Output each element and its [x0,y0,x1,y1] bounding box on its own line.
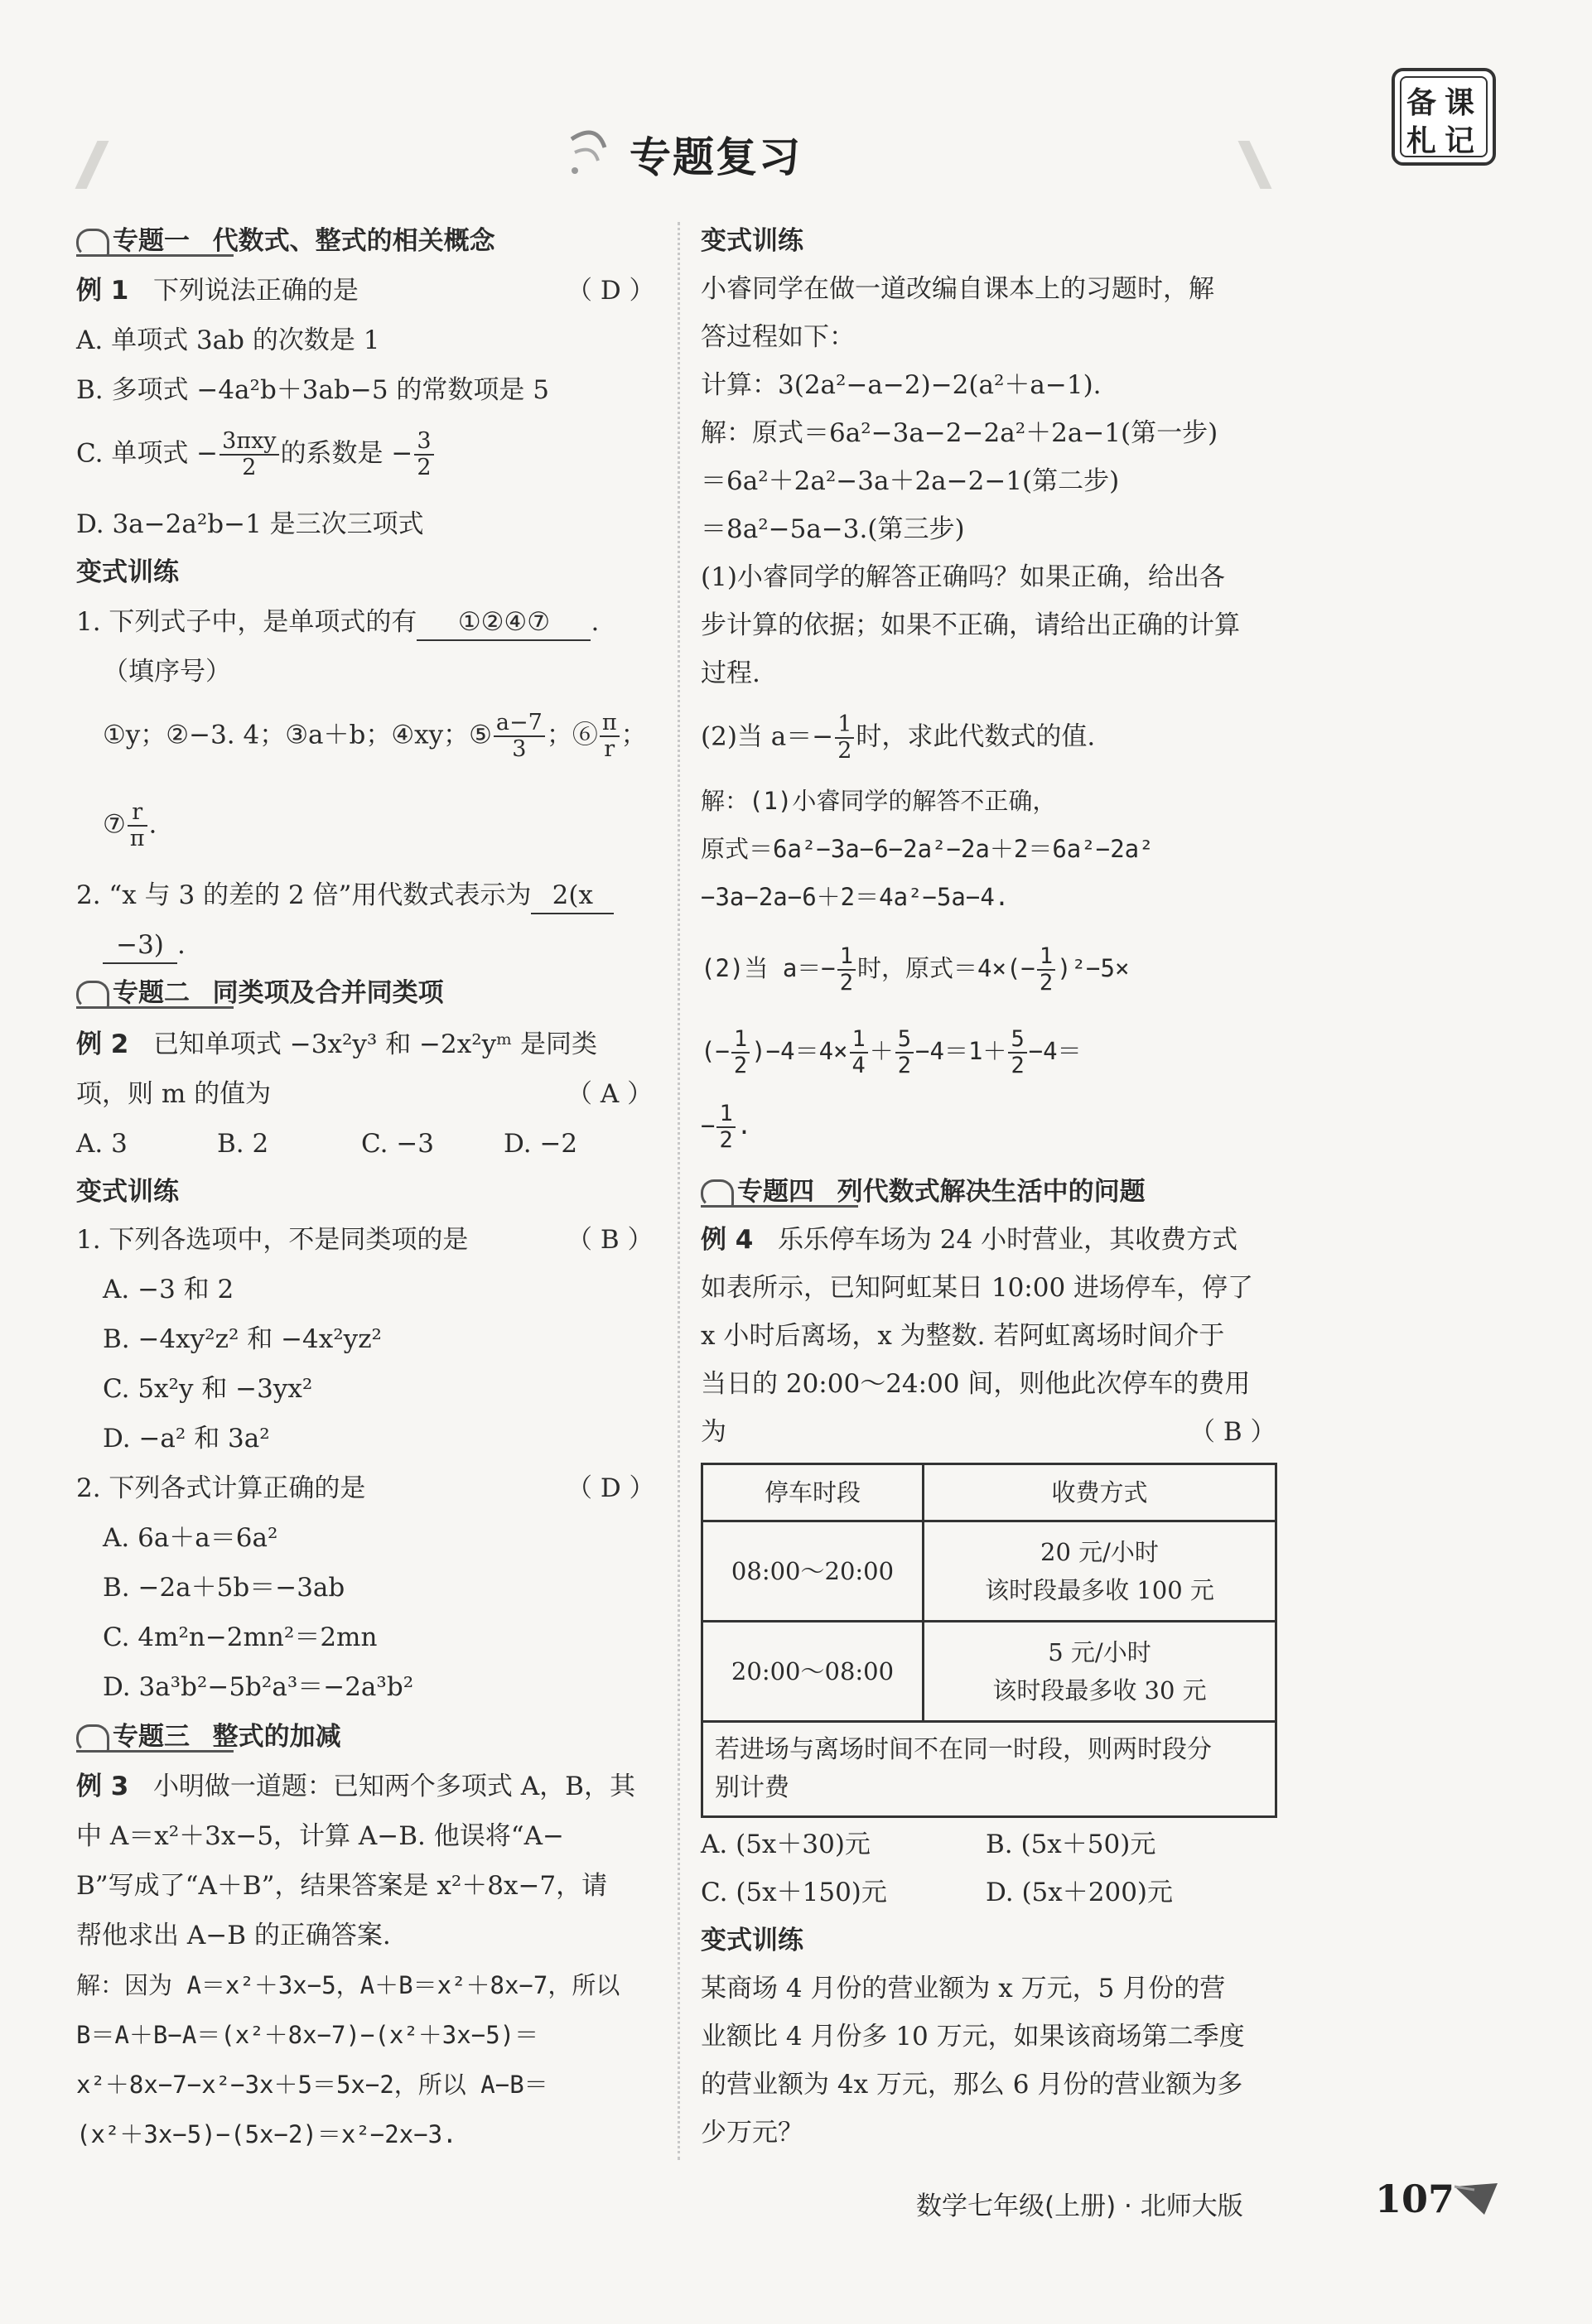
table-note: 若进场与离场时间不在同一时段，则两时段分 别计费 [702,1722,1276,1817]
practice-3-q1-line-1: (1)小睿同学的解答正确吗？如果正确，给出各 [701,562,1225,592]
page-corner-icon [1451,2180,1501,2218]
practice-3-solution-3: −3a−2a−6＋2＝4a²−5a−4. [701,883,1010,911]
table-row [702,1521,1276,1622]
swirl-icon [563,123,613,181]
example-1-option-c: C. 单项式 − $\frac{\text{3πxy}}{2}$ 的系数是 − $\frac{3}{2}$ [76,429,436,480]
example-3-line-4: 帮他求出 A−B 的正确答案. [76,1921,391,1950]
practice-1-item-7: ⑦ $\frac{r}{\pi}$ . [103,799,157,851]
example-2-question: 例 2 已知单项式 −3x²y³ 和 −2x²yᵐ 是同类 [76,1029,598,1059]
practice-2-q1-option-d: D. −a² 和 3a² [103,1424,270,1454]
example-1-option-a: A. 单项式 3ab 的次数是 1 [76,325,380,355]
example-4-option-b: B. (5x＋50)元 [986,1830,1156,1859]
practice-1-hint: （填序号） [103,657,231,687]
practice-heading-4: 变式训练 [701,1926,803,1955]
example-4-line-4: 当日的 20:00～24:00 间，则他此次停车的费用 [701,1369,1251,1399]
practice-3-q1-line-3: 过程. [701,658,760,688]
example-1-question: 例 1 下列说法正确的是 [76,276,359,306]
example-3-line-2: 中 A＝x²＋3x−5，计算 A−B. 他误将“A− [76,1821,564,1851]
example-4-answer: （ B ） [1189,1417,1276,1447]
practice-3-solution-2: 原式＝6a²−3a−6−2a²−2a＋2＝6a²−2a² [701,835,1154,863]
example-3-solution-2: B＝A＋B−A＝(x²＋8x−7)−(x²＋3x−5)＝ [76,2021,539,2049]
practice-4-line-2: 业额比 4 月份多 10 万元，如果该商场第二季度 [701,2022,1245,2052]
example-3-line-1: 例 3 小明做一道题：已知两个多项式 A，B，其 [76,1772,635,1801]
practice-2-question-2: 2. 下列各式计算正确的是 [76,1473,366,1503]
practice-1-question-2-cont: −3) . [103,928,186,964]
topic-2-heading: 专题二 同类项及合并同类项 [76,976,444,1010]
book-title-footer: 数学七年级(上册) · 北师大版 [916,2191,1243,2221]
table-header-period: 停车时段 [702,1464,924,1521]
practice-2-q1-option-a: A. −3 和 2 [103,1275,234,1304]
practice-3-solution-6: − $\frac{1}{2}$ . [701,1101,752,1153]
example-4-line-3: x 小时后离场，x 为整数. 若阿虹离场时间介于 [701,1321,1225,1351]
notes-stamp: 备 课 札 记 [1392,68,1496,166]
table-cell-period: 20:00～08:00 [702,1622,924,1722]
practice-1-question-2: 2. “x 与 3 的差的 2 倍”用代数式表示为 2(x [76,878,614,914]
practice-4-line-3: 的营业额为 4x 万元，那么 6 月份的营业额为多 [701,2070,1243,2100]
practice-4-line-1: 某商场 4 月份的营业额为 x 万元，5 月份的营 [701,1974,1226,2003]
practice-3-solution-4: (2)当 a＝− $\frac{1}{2}$ 时，原式＝4×(− $\frac{1}{2}$ )²−5× [701,943,1130,996]
parking-fee-table [701,1463,1277,1818]
practice-3-step-1: 解：原式＝6a²−3a−2−2a²＋2a−1(第一步) [701,418,1218,448]
practice-2-q2-option-b: B. −2a＋5b＝−3ab [103,1573,345,1603]
header-decoration-right [1237,141,1271,189]
example-1-answer: （ D ） [567,276,655,306]
table-cell-fee: 20 元/小时 该时段最多收 100 元 [924,1521,1276,1622]
example-3-solution-3: x²＋8x−7−x²−3x＋5＝5x−2，所以 A−B＝ [76,2071,548,2099]
practice-3-solution-5: (− $\frac{1}{2}$ )−4＝4× $\frac{1}{4}$ ＋ $\frac{5}{2}$ −4＝1＋ $\frac{5}{2}$ −4＝ [701,1026,1082,1078]
example-2-option-b: B. 2 [217,1129,269,1159]
practice-2-q1-option-c: C. 5x²y 和 −3yx² [103,1374,313,1404]
table-row [702,1622,1276,1722]
practice-3-q1-line-2: 步计算的依据；如果不正确，请给出正确的计算 [701,610,1240,640]
practice-heading-3: 变式训练 [701,226,803,256]
table-header-fee: 收费方式 [924,1464,1276,1521]
example-3-solution-1: 解：因为 A＝x²＋3x−5，A＋B＝x²＋8x−7，所以 [76,1971,620,1999]
topic-4-heading: 专题四 列代数式解决生活中的问题 [701,1174,1146,1209]
example-4-line-5: 为 [701,1417,726,1447]
example-4-option-d: D. (5x＋200)元 [986,1878,1174,1907]
example-1-option-b: B. 多项式 −4a²b＋3ab−5 的常数项是 5 [76,375,549,405]
practice-4-line-4: 少万元？ [701,2118,803,2148]
example-4-option-a: A. (5x＋30)元 [701,1830,871,1859]
example-3-solution-4: (x²＋3x−5)−(5x−2)＝x²−2x−3. [76,2120,457,2148]
practice-3-step-2: ＝6a²＋2a²−3a＋2a−2−1(第二步) [701,466,1120,496]
practice-3-step-3: ＝8a²−5a−3.(第三步) [701,514,965,544]
example-2-answer: （ A ） [567,1079,654,1109]
example-3-line-3: B”写成了“A＋B”，结果答案是 x²＋8x−7，请 [76,1871,608,1901]
example-2-option-a: A. 3 [76,1129,128,1159]
table-note-row [702,1722,1276,1817]
practice-2-answer-1: （ B ） [567,1225,654,1255]
example-4-option-c: C. (5x＋150)元 [701,1878,887,1907]
column-divider [678,222,680,2160]
practice-2-question-1: 1. 下列各选项中，不是同类项的是 [76,1225,469,1255]
practice-1-items: ①y；②−3. 4；③a＋b；④xy；⑤ $\frac{a-7}{3}$ ；⑥ $\frac{\pi}{r}$ ； [103,710,647,762]
example-2-option-c: C. −3 [361,1129,435,1159]
practice-3-calc: 计算：3(2a²−a−2)−2(a²＋a−1). [701,370,1102,400]
practice-3-intro-2: 答过程如下： [701,322,855,352]
topic-1-heading: 专题一 代数式、整式的相关概念 [76,224,495,258]
example-4-line-1: 例 4 乐乐停车场为 24 小时营业，其收费方式 [701,1225,1238,1255]
practice-heading-1: 变式训练 [76,557,179,587]
table-cell-period: 08:00～20:00 [702,1521,924,1622]
table-cell-fee: 5 元/小时 该时段最多收 30 元 [924,1622,1276,1722]
practice-3-q2: (2)当 a＝− $\frac{1}{2}$ 时，求此代数式的值. [701,711,1096,764]
header-decoration-left [75,141,109,189]
practice-2-q2-option-d: D. 3a³b²−5b²a³＝−2a³b² [103,1672,414,1702]
practice-2-q1-option-b: B. −4xy²z² 和 −4x²yz² [103,1324,382,1354]
example-2-question-cont: 项，则 m 的值为 [76,1079,272,1109]
practice-3-solution-1: 解：(1)小睿同学的解答不正确， [701,787,1057,815]
page-number: 107 [1375,2177,1455,2221]
example-1-option-d: D. 3a−2a²b−1 是三次三项式 [76,509,424,539]
example-4-line-2: 如表所示，已知阿虹某日 10:00 进场停车，停了 [701,1273,1254,1303]
page-title: 专题复习 [630,133,802,181]
practice-2-q2-option-c: C. 4m²n−2mn²＝2mn [103,1622,378,1652]
practice-3-intro-1: 小睿同学在做一道改编自课本上的习题时，解 [701,274,1214,304]
practice-2-q2-option-a: A. 6a＋a＝6a² [103,1523,278,1553]
practice-heading-2: 变式训练 [76,1177,179,1207]
topic-3-heading: 专题三 整式的加减 [76,1719,341,1754]
example-2-option-d: D. −2 [504,1129,578,1159]
practice-2-answer-2: （ D ） [567,1473,655,1503]
table-header-row [702,1464,1276,1521]
practice-1-question-1: 1. 下列式子中，是单项式的有 ①②④⑦ . [76,605,599,641]
